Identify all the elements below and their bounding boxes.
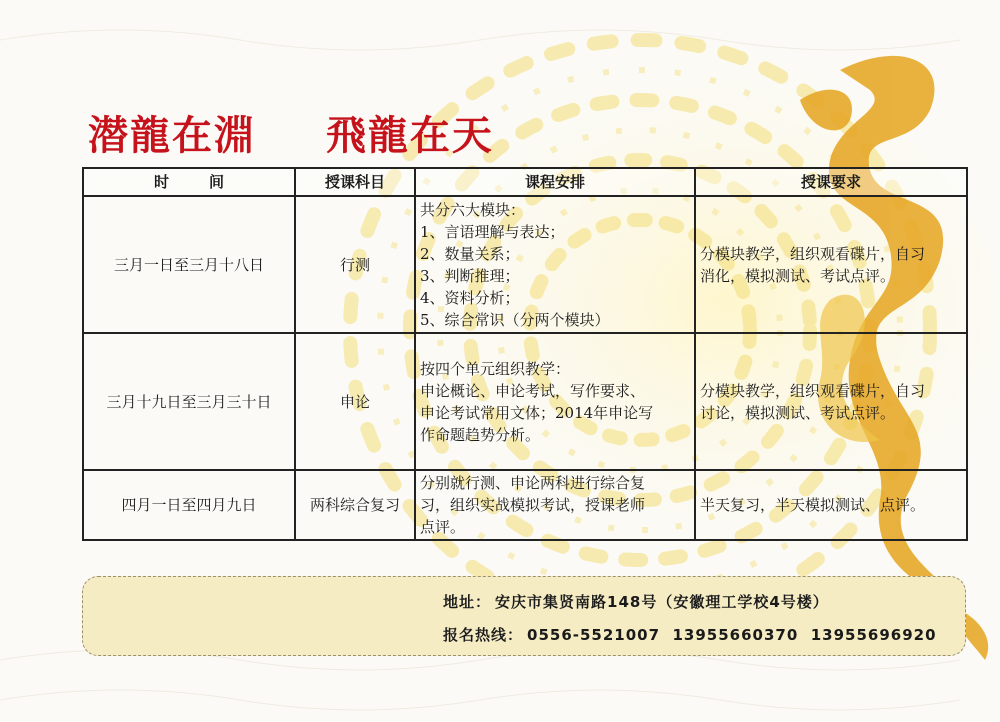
row-arrangement xyxy=(415,470,695,540)
arrangement-line: 申论概论、申论考试，写作要求、 xyxy=(420,381,646,400)
row-arrangement xyxy=(415,196,695,333)
row-subject: 行测 xyxy=(295,196,415,333)
arrangement-line: 3、判断推理； xyxy=(420,266,520,285)
arrangement-line: 分别就行测、申论两科进行综合复 xyxy=(420,474,646,492)
table-row xyxy=(83,196,967,333)
header-time-char-1: 时 xyxy=(153,173,169,191)
header-arrangement: 课程安排 xyxy=(415,168,695,196)
course-schedule-table xyxy=(82,167,968,541)
arrangement-line: 按四个单元组织教学： xyxy=(420,359,571,378)
arrangement-line: 习，组织实战模拟考试，授课老师 xyxy=(420,496,646,514)
arrangement-line: 4、资料分析； xyxy=(420,288,520,307)
table-row xyxy=(83,333,967,470)
row-arrangement xyxy=(415,333,695,470)
address xyxy=(443,591,829,612)
requirement-line: 半天复习，半天模拟测试、点评。 xyxy=(700,496,926,514)
row-subject: 申论 xyxy=(295,333,415,470)
arrangement-line: 申论考试常用文体；2014年申论写 xyxy=(420,403,654,422)
headline-part-2: 飛龍在天 xyxy=(325,112,494,159)
headline xyxy=(88,104,494,159)
header-subject: 授课科目 xyxy=(295,168,415,196)
table-header-row xyxy=(83,168,967,196)
arrangement-line: 1、言语理解与表达； xyxy=(420,222,565,241)
arrangement-line: 共分六大模块： xyxy=(420,200,526,219)
header-time-char-2: 间 xyxy=(209,173,225,191)
requirement-line: 消化，模拟测试、考试点评。 xyxy=(700,266,896,285)
requirement-line: 分模块教学，组织观看碟片，自习 xyxy=(700,244,926,263)
header-requirement: 授课要求 xyxy=(695,168,967,196)
header-time xyxy=(83,168,295,196)
arrangement-line: 2、数量关系； xyxy=(420,244,520,263)
row-requirement xyxy=(695,470,967,540)
phone-label: 报名热线： xyxy=(443,626,524,644)
address-value: 安庆市集贤南路148号（安徽理工学校4号楼） xyxy=(495,593,829,611)
requirement-line: 分模块教学，组织观看碟片，自习 xyxy=(700,381,926,400)
address-label: 地址： xyxy=(443,593,492,611)
row-time: 四月一日至四月九日 xyxy=(83,470,295,540)
row-requirement xyxy=(695,196,967,333)
arrangement-line: 作命题趋势分析。 xyxy=(420,425,541,444)
row-requirement xyxy=(695,333,967,470)
row-subject: 两科综合复习 xyxy=(295,470,415,540)
table-row xyxy=(83,470,967,540)
phone-value: 0556-5521007 13955660370 13955696920 xyxy=(527,626,937,644)
arrangement-line: 点评。 xyxy=(420,518,466,536)
headline-part-1: 潜龍在淵 xyxy=(88,112,256,159)
contact-box xyxy=(82,576,966,656)
requirement-line: 讨论，模拟测试、考试点评。 xyxy=(700,403,896,422)
row-time: 三月十九日至三月三十日 xyxy=(83,333,295,470)
row-time: 三月一日至三月十八日 xyxy=(83,196,295,333)
phone xyxy=(443,624,937,645)
arrangement-line: 5、综合常识（分两个模块） xyxy=(420,310,610,329)
